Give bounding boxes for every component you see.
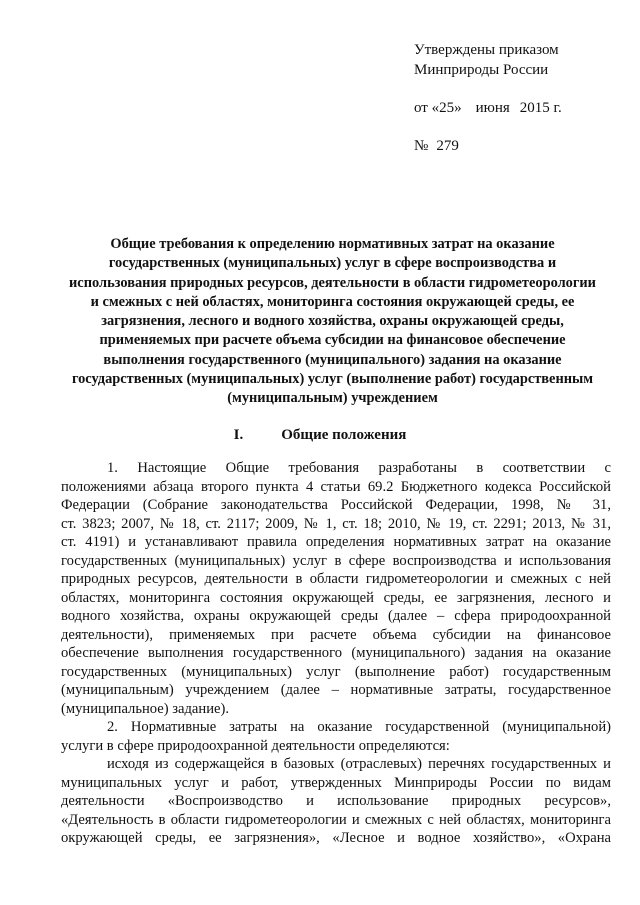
title-line: и смежных с ней областях, мониторинга состояния окружающей среды, ее	[90, 293, 575, 310]
title-line: загрязнения, лесного и водного хозяйства, охраны окружающей среды,	[101, 313, 564, 330]
section-title: Общие положения	[281, 427, 407, 443]
body-line: ст. 4191) и устанавливают правила определения нормативных затрат на оказание	[61, 534, 611, 550]
title-line: (муниципальным) учреждением	[227, 390, 438, 407]
approval-number-value: 279	[436, 138, 459, 154]
body-line: (муниципальным) учреждением (далее – нормативные затраты, государственное	[61, 682, 611, 698]
approval-date	[414, 98, 562, 118]
body-line: окружающей среды, ее загрязнения», «Лесное и водное хозяйство», «Охрана	[61, 830, 611, 846]
body-line: государственных (муниципальных) услуг (выполнение работ) государственным	[61, 663, 611, 680]
body-text	[61, 459, 611, 848]
approval-number	[414, 136, 562, 156]
body-line: 1. Настоящие Общие требования разработаны в соответствии с	[107, 460, 611, 476]
body-line: исходя из содержащейся в базовых (отраслевых) перечнях государственных и	[107, 756, 611, 772]
body-line: областях, мониторинга состояния окружающей среды, ее загрязнения, лесного и	[61, 589, 611, 606]
body-line: услуги в сфере природоохранной деятельности определяются:	[61, 737, 450, 754]
body-line: ст. 3823; 2007, № 18, ст. 2117; 2009, № 1, ст. 18; 2010, № 19, ст. 2291; 2013, № 31,	[61, 515, 611, 532]
approval-number-sign: №	[414, 138, 429, 154]
document-title	[55, 235, 610, 409]
title-line: Общие требования к определению нормативных затрат на оказание	[110, 236, 555, 252]
body-line: «Деятельность в области гидрометеорологии и смежных с ней областях, мониторинга	[61, 811, 611, 828]
approval-date-day: от «25»	[414, 100, 462, 116]
body-line: природных ресурсов, деятельности в области гидрометеорологии и смежных с ней	[61, 571, 611, 587]
body-line: (муниципальное) задание).	[61, 700, 230, 717]
title-line: государственных (муниципальных) услуг (выполнение работ) государственным	[71, 371, 594, 388]
approval-block	[414, 40, 562, 156]
body-line: государственных (муниципальных) услуг в сфере воспроизводства и использования	[61, 552, 611, 569]
body-line: деятельности), применяемых при расчете объема субсидии на финансовое	[61, 626, 611, 643]
section-number: I.	[233, 427, 244, 443]
title-line: использования природных ресурсов, деятельности в области гидрометеорологии	[69, 274, 596, 291]
body-line: положениями абзаца второго пункта 4 статьи 69.2 Бюджетного кодекса Российской	[61, 478, 611, 495]
title-line: выполнения государственного (муниципального) задания на оказание	[103, 351, 562, 368]
approval-date-year: 2015 г.	[519, 100, 562, 116]
body-line: Федерации (Собрание законодательства Российской Федерации, 1998, № 31,	[61, 497, 611, 513]
body-line: 2. Нормативные затраты на оказание государственной (муниципальной)	[107, 719, 611, 735]
body-line: водного хозяйства, охраны окружающей среды (далее – сфера природоохранной	[61, 608, 611, 624]
body-line: деятельности «Воспроизводство и использование природных ресурсов»,	[61, 793, 611, 809]
approval-date-month: июня	[475, 100, 510, 116]
approval-line-1: Утверждены приказом	[414, 42, 559, 58]
body-line: обеспечение выполнения государственного (муниципального) задания на оказание	[61, 645, 611, 661]
body-line: муниципальных услуг и работ, утвержденных Минприроды России по видам	[61, 774, 611, 791]
title-line: государственных (муниципальных) услуг в сфере воспроизводства и	[108, 255, 557, 272]
section-heading	[0, 425, 640, 445]
approval-line-2: Минприроды России	[414, 62, 549, 78]
title-line: применяемых при расчете объема субсидии на финансовое обеспечение	[99, 332, 566, 349]
